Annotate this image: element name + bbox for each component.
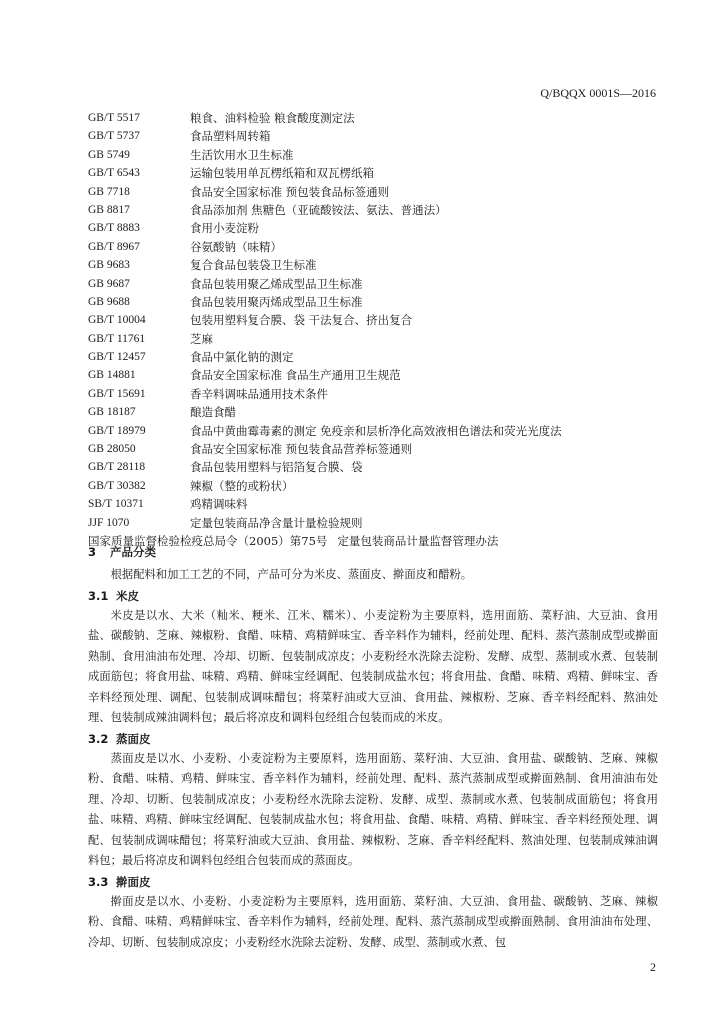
reference-code: GB 9687 <box>88 277 130 290</box>
reference-row <box>88 385 668 403</box>
reference-code: GB/T 30382 <box>88 479 146 492</box>
reference-row <box>88 183 668 201</box>
subsection-number: 3.2 <box>88 731 109 746</box>
reference-code: GB/T 8967 <box>88 240 140 253</box>
reference-title: 食品包装用聚丙烯成型品卫生标准 <box>190 294 363 309</box>
reference-row <box>88 403 668 421</box>
reference-code: GB 18187 <box>88 406 136 419</box>
reference-code: GB 9688 <box>88 295 130 308</box>
reference-title: 包装用塑料复合膜、袋 干法复合、挤出复合 <box>190 313 413 328</box>
reference-title: 食品塑料周转箱 <box>190 129 271 144</box>
reference-row <box>88 422 668 440</box>
reference-row <box>88 458 668 476</box>
reference-row <box>88 256 668 274</box>
reference-title: 复合食品包装袋卫生标准 <box>190 258 317 273</box>
reference-row <box>88 311 668 329</box>
reference-row <box>88 201 668 219</box>
reference-code: GB 5749 <box>88 148 130 161</box>
subsection-heading-3-1 <box>88 586 658 606</box>
reference-title: 香辛料调味品通用技术条件 <box>190 386 328 401</box>
reference-title: 辣椒（整的或粉状） <box>190 478 294 493</box>
normative-references <box>88 109 668 550</box>
reference-row <box>88 109 668 127</box>
page-number: 2 <box>650 960 656 974</box>
reference-title: 食品中氯化钠的测定 <box>190 350 294 365</box>
subsection-text-3-1: 米皮是以水、大米（籼米、粳米、江米、糯米）、小麦淀粉为主要原料，选用面筋、菜籽油、大豆油、食用盐、碳酸钠、芝麻、辣椒粉、食醋、味精、鸡精鲜味宝、香辛料作为辅料，经前处理、配料、蒸汽蒸制成型或擀面熟制、食用油油布处理、冷却、切断、包装制成凉皮；小麦粉经水洗除去淀粉、发酵、成型、蒸制或水煮、包装制成面筋包；将食用盐、味精、鸡精、鲜味宝经调配、包装制成盐水包；将食用盐、食醋、味精、鸡精、鲜味宝、香辛料经预处理、调配、包装制成调味醋包；将菜籽油或大豆油、食用盐、辣椒粉、芝麻、香辛料经配料、熬油处理、包装制成辣油调料包；最后将凉皮和调料包经组合包装而成的米皮。 <box>88 608 658 724</box>
document-code: Q/BQQX 0001S—2016 <box>540 86 656 100</box>
reference-title: 生活饮用水卫生标准 <box>190 147 294 162</box>
reference-code: GB 9683 <box>88 259 130 272</box>
reference-code: GB/T 10004 <box>88 314 146 327</box>
section-number: 3 <box>88 545 97 559</box>
subsection-heading-3-3 <box>88 872 658 892</box>
section-product-classification <box>88 539 658 953</box>
reference-row <box>88 495 668 513</box>
reference-title: 食品中黄曲霉毒素的测定 免疫亲和层析净化高效液相色谱法和荧光光度法 <box>190 423 562 438</box>
reference-title: 食品包装用聚乙烯成型品卫生标准 <box>190 276 363 291</box>
reference-code: GB/T 12457 <box>88 351 146 364</box>
reference-code: GB 28050 <box>88 443 136 456</box>
reference-row <box>88 127 668 145</box>
subsection-text-3-3: 擀面皮是以水、小麦粉、小麦淀粉为主要原料，选用面筋、菜籽油、大豆油、食用盐、碳酸钠、芝麻、辣椒粉、食醋、味精、鸡精鲜味宝、香辛料作为辅料，经前处理、配料、蒸汽蒸制成型或擀面熟制、食用油油布处理、冷却、切断、包装制成凉皮；小麦粉经水洗除去淀粉、发酵、成型、蒸制或水煮、包 <box>88 894 658 949</box>
reference-row <box>88 238 668 256</box>
reference-row <box>88 366 668 384</box>
reference-title: 定量包装商品净含量计量检验规则 <box>190 515 363 530</box>
subsection-title: 米皮 <box>116 588 139 603</box>
reference-title: 运输包装用单瓦楞纸箱和双瓦楞纸箱 <box>190 166 374 181</box>
reference-row <box>88 330 668 348</box>
reference-title: 芝麻 <box>190 331 213 346</box>
reference-row <box>88 477 668 495</box>
reference-title: 定量包装商品计量监督管理办法 <box>337 533 499 548</box>
section-heading <box>88 539 658 565</box>
reference-row <box>88 219 668 237</box>
reference-row <box>88 440 668 458</box>
subsection-heading-3-2 <box>88 729 658 749</box>
reference-title: 食品安全国家标准 预包装食品营养标签通则 <box>190 442 413 457</box>
reference-title: 食品包装用塑料与铝箔复合膜、袋 <box>190 460 363 475</box>
reference-code: GB/T 5737 <box>88 130 140 143</box>
reference-title: 食品安全国家标准 预包装食品标签通则 <box>190 184 390 199</box>
reference-code: SB/T 10371 <box>88 498 144 511</box>
reference-title: 酿造食醋 <box>190 405 236 420</box>
subsection-text-3-2: 蒸面皮是以水、小麦粉、小麦淀粉为主要原料，选用面筋、菜籽油、大豆油、食用盐、碳酸钠、芝麻、辣椒粉、食醋、味精、鸡精、鲜味宝、香辛料作为辅料，经前处理、配料、蒸汽蒸制成型或擀面熟制、食用油油布处理、冷却、切断、包装制成凉皮；小麦粉经水洗除去淀粉、发酵、成型、蒸制或水煮、包装制成面筋包；将食用盐、味精、鸡精、鲜味宝经调配、包装制成盐水包；将食用盐、食醋、味精、鸡精、鲜味宝、香辛料经预处理、调配、包装制成调味醋包；将菜籽油或大豆油、食用盐、辣椒粉、芝麻、香辛料经配料、熬油处理、包装制成辣油调料包；最后将凉皮和调料包经组合包装而成的蒸面皮。 <box>88 751 658 867</box>
reference-code: JJF 1070 <box>88 516 130 529</box>
reference-title: 粮食、油料检验 粮食酸度测定法 <box>190 111 355 125</box>
reference-code: GB/T 18979 <box>88 424 146 437</box>
subsection-title: 擀面皮 <box>116 874 151 889</box>
reference-code: GB 8817 <box>88 203 130 216</box>
reference-title: 鸡精调味料 <box>190 497 248 512</box>
reference-title: 食品添加剂 焦糖色（亚硫酸铵法、氨法、普通法） <box>190 202 447 217</box>
reference-row <box>88 275 668 293</box>
reference-code: GB/T 6543 <box>88 167 140 180</box>
reference-title: 食用小麦淀粉 <box>190 221 259 236</box>
subsection-number: 3.3 <box>88 874 109 889</box>
subsection-number: 3.1 <box>88 588 109 603</box>
reference-code: GB/T 8883 <box>88 222 140 235</box>
reference-list <box>88 109 668 532</box>
subsection-title: 蒸面皮 <box>116 731 151 746</box>
reference-title: 谷氨酸钠（味精） <box>190 239 282 254</box>
reference-code: GB/T 15691 <box>88 387 146 400</box>
reference-code: GB/T 11761 <box>88 332 146 345</box>
reference-row <box>88 146 668 164</box>
reference-row <box>88 164 668 182</box>
section-intro: 根据配料和加工工艺的不同，产品可分为米皮、蒸面皮、擀面皮和醋粉。 <box>110 568 473 581</box>
reference-title: 食品安全国家标准 食品生产通用卫生规范 <box>190 368 401 383</box>
reference-row <box>88 348 668 366</box>
reference-code: GB 7718 <box>88 185 130 198</box>
section-title: 产品分类 <box>110 545 156 559</box>
reference-code: GB/T 5517 <box>88 112 140 124</box>
reference-code: 国家质量监督检验检疫总局令（2005）第75号 <box>88 533 328 548</box>
reference-row <box>88 514 668 532</box>
reference-code: GB/T 28118 <box>88 461 146 474</box>
reference-row <box>88 293 668 311</box>
reference-code: GB 14881 <box>88 369 136 382</box>
